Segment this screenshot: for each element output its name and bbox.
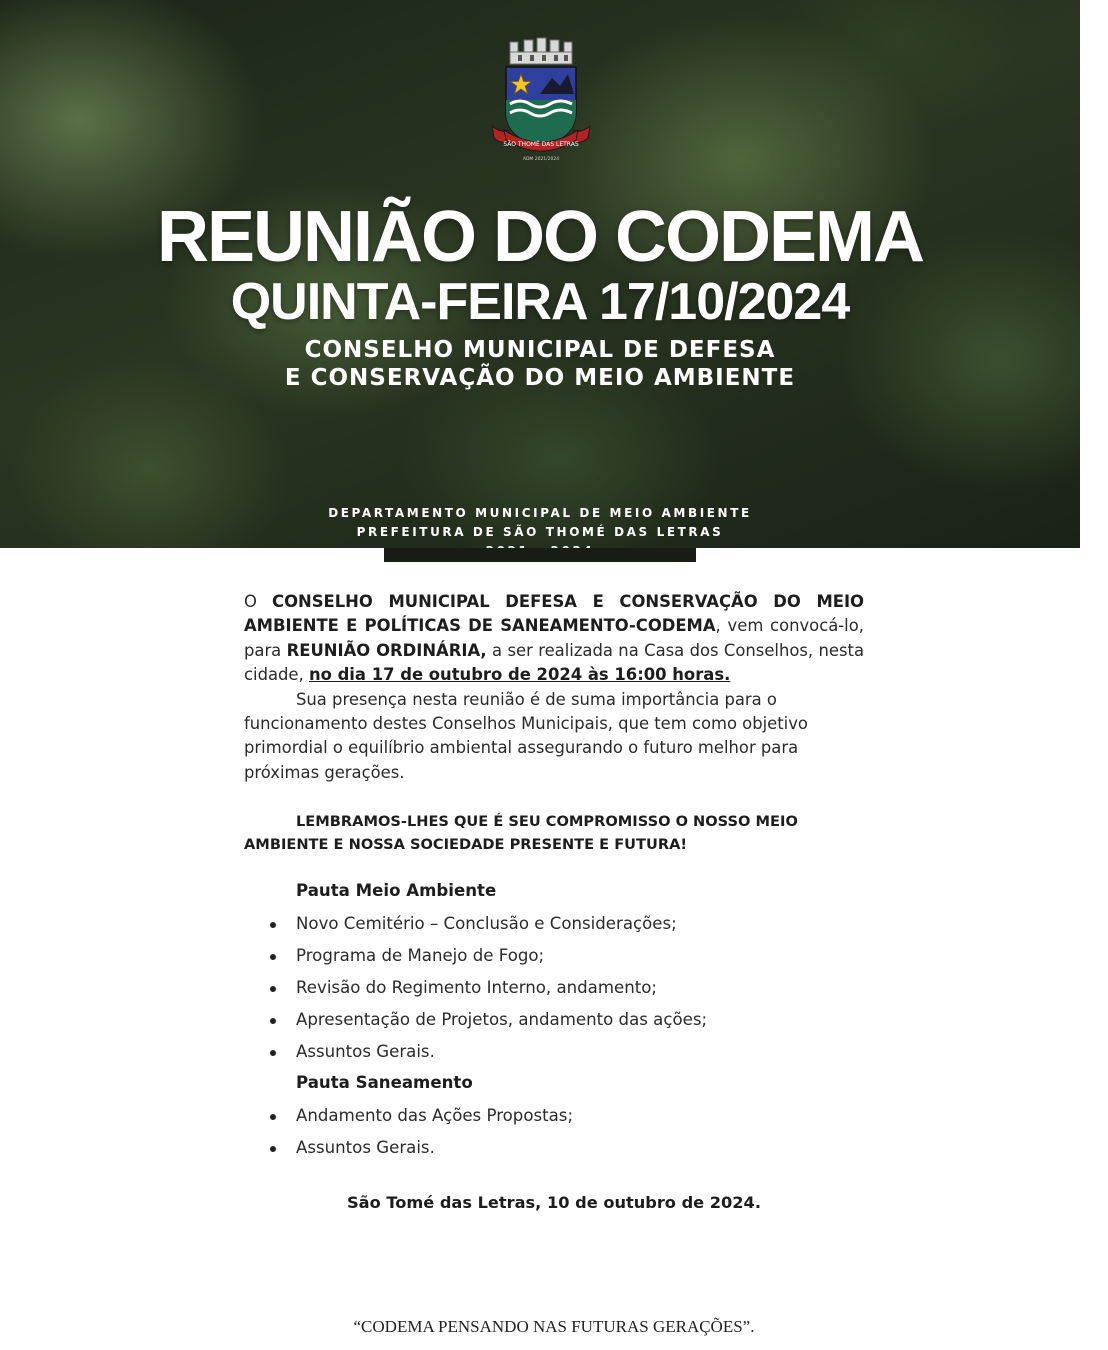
convocation-paragraph	[244, 590, 864, 688]
bullet-icon	[270, 1146, 276, 1152]
sanitation-agenda-list	[268, 1104, 573, 1168]
list-item-text: Assuntos Gerais.	[296, 1138, 435, 1157]
environment-agenda-title: Pauta Meio Ambiente	[296, 881, 497, 900]
hero-banner	[0, 0, 1080, 548]
crest-small-text: ADM 2021/2024	[522, 157, 560, 162]
list-item-text: Apresentação de Projetos, andamento das ações;	[296, 1010, 708, 1029]
council-subtitle	[0, 336, 1080, 392]
meeting-date-heading: QUINTA-FEIRA 17/10/2024	[230, 273, 850, 331]
list-item	[268, 1136, 573, 1168]
text-fragment: , vem convocá-lo, para	[244, 616, 864, 660]
motto: “CODEMA PENSANDO NAS FUTURAS GERAÇÕES”.	[353, 1317, 755, 1336]
page-title: REUNIÃO DO CODEMA	[156, 197, 923, 277]
reminder-notice: LEMBRAMOS-LHES QUE É SEU COMPROMISSO O NOSSO MEIO AMBIENTE E NOSSA SOCIEDADE PRESENTE E FUTURA!	[244, 813, 798, 853]
list-item-text: Andamento das Ações Propostas;	[296, 1106, 574, 1125]
prefecture-line: PREFEITURA DE SÃO THOMÉ DAS LETRAS	[356, 525, 724, 539]
bullet-icon	[270, 922, 276, 928]
list-item	[268, 944, 707, 976]
meeting-type: REUNIÃO ORDINÁRIA,	[286, 640, 487, 660]
environment-agenda-list	[268, 912, 707, 1072]
list-item-text: Assuntos Gerais.	[296, 1042, 435, 1061]
place-and-date: São Tomé das Letras, 10 de outubro de 2024.	[347, 1193, 761, 1212]
text-fragment: O	[244, 592, 273, 611]
department-tab-bar	[384, 548, 696, 562]
crest-ribbon-text: SÃO THOMÉ DAS LETRAS	[503, 141, 579, 148]
subtitle-line-1: CONSELHO MUNICIPAL DE DEFESA	[304, 337, 776, 363]
list-item-text: Novo Cemitério – Conclusão e Considerações;	[296, 914, 677, 933]
list-item	[268, 1040, 707, 1072]
bullet-icon	[270, 954, 276, 960]
list-item-text: Programa de Manejo de Fogo;	[296, 946, 545, 965]
list-item	[268, 1104, 573, 1136]
text-fragment: a ser realizada na Casa dos Conselhos, nesta cidade,	[244, 640, 864, 685]
bullet-icon	[270, 1114, 276, 1120]
council-name: CONSELHO MUNICIPAL DEFESA E CONSERVAÇÃO DO MEIO AMBIENTE E POLÍTICAS DE SANEAMENTO-CODEMA	[244, 592, 864, 636]
convocation-text	[244, 590, 864, 785]
municipal-crest-logo	[488, 34, 594, 164]
department-line: DEPARTAMENTO MUNICIPAL DE MEIO AMBIENTE	[328, 506, 752, 520]
bullet-icon	[270, 1050, 276, 1056]
subtitle-line-2: E CONSERVAÇÃO DO MEIO AMBIENTE	[284, 365, 796, 391]
sanitation-agenda-title: Pauta Saneamento	[296, 1073, 473, 1092]
bullet-icon	[270, 986, 276, 992]
importance-paragraph: Sua presença nesta reunião é de suma importância para o funcionamento destes Conselhos Municipais, que tem como objetivo primordial o equilíbrio ambiental assegurando o futuro melhor para próximas gerações.	[244, 689, 808, 782]
list-item	[268, 1008, 707, 1040]
list-item	[268, 912, 707, 944]
bullet-icon	[270, 1018, 276, 1024]
list-item	[268, 976, 707, 1008]
list-item-text: Revisão do Regimento Interno, andamento;	[296, 978, 657, 997]
meeting-datetime: no dia 17 de outubro de 2024 às 16:00 horas.	[308, 665, 731, 685]
